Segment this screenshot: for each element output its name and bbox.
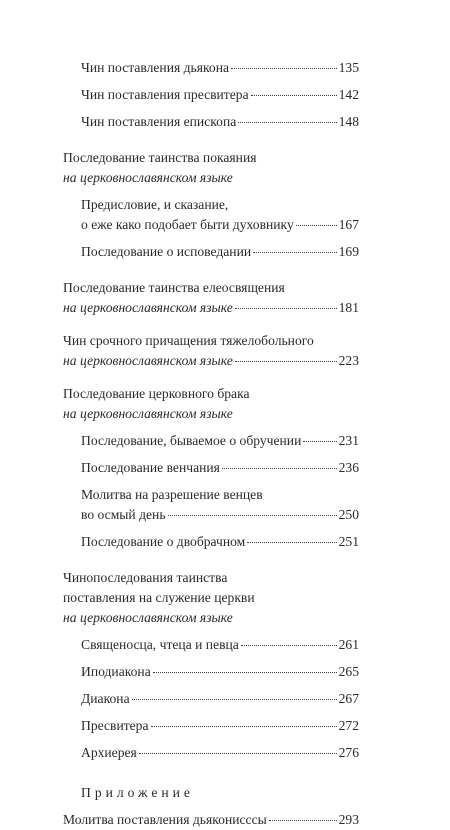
toc-entry-text: Иподиакона [81, 664, 151, 679]
toc-section [63, 331, 359, 371]
dot-leader [168, 514, 337, 516]
dot-leader [153, 671, 337, 673]
toc-entry-text: Молитва поставления дьяконисссы [63, 812, 267, 827]
toc-page-number: 167 [338, 217, 359, 232]
toc-entry [63, 195, 359, 235]
dot-leader [139, 752, 337, 754]
dot-leader [247, 541, 336, 543]
toc-section-subtitle: на церковнославянском языке [63, 610, 233, 625]
toc-entry [63, 662, 359, 682]
toc-page-number: 265 [338, 664, 359, 679]
dot-leader [235, 307, 337, 309]
toc-entry-text: Последование, бываемое о обручении [81, 433, 302, 448]
toc-entry [63, 431, 359, 451]
toc-page-number: 251 [338, 534, 359, 549]
toc-section [63, 568, 359, 628]
toc-section-subtitle: на церковнославянском языке [63, 353, 233, 368]
dot-leader [222, 467, 337, 469]
dot-leader [132, 698, 337, 700]
dot-leader [253, 251, 336, 253]
toc-entry [63, 242, 359, 262]
toc-section-title-line2: поставления на служение церкви [63, 590, 255, 605]
toc-entry-text: о еже како подобает быти духовнику [81, 217, 294, 232]
toc-entry-text: во осмый день [81, 507, 166, 522]
dot-leader [238, 121, 336, 123]
toc-entry-text: Чин поставления пресвитера [81, 87, 249, 102]
toc-entry-text: Священосца, чтеца и певца [81, 637, 239, 652]
dot-leader [296, 224, 337, 226]
dot-leader [235, 360, 337, 362]
toc-entry-text-line1: Молитва на разрешение венцев [81, 487, 263, 502]
toc-entry-text: Последование о исповедании [81, 244, 252, 259]
toc-entry-text-line1: Предисловие, и сказание, [81, 197, 229, 212]
toc-entry [63, 716, 359, 736]
table-of-contents [63, 58, 359, 830]
toc-entry [63, 85, 359, 105]
toc-entry [63, 458, 359, 478]
toc-entry-text: Пресвитера [81, 718, 149, 733]
toc-entry [63, 112, 359, 132]
toc-entry [63, 532, 359, 552]
toc-entry [63, 689, 359, 709]
toc-page-number: 261 [338, 637, 359, 652]
toc-page-number: 231 [338, 433, 359, 448]
toc-section-subtitle: на церковнославянском языке [63, 170, 233, 185]
dot-leader [251, 94, 337, 96]
toc-entry-text: Последование венчания [81, 460, 220, 475]
toc-entry [63, 810, 359, 830]
toc-section-title: Чин срочного причащения тяжелобольного [63, 333, 314, 348]
toc-page-number: 135 [338, 60, 359, 75]
toc-page-number: 236 [338, 460, 359, 475]
toc-section-title: Последование таинства покаяния [63, 150, 257, 165]
toc-entry-text: Чин поставления епископа [81, 114, 237, 129]
appendix-heading: Приложение [81, 785, 194, 800]
dot-leader [303, 440, 336, 442]
toc-section-title: Чинопоследования таинства [63, 570, 228, 585]
dot-leader [241, 644, 337, 646]
toc-entry-text: Архиерея [81, 745, 137, 760]
toc-entry [63, 485, 359, 525]
toc-section-title: Последование церковного брака [63, 386, 250, 401]
toc-page-number: 223 [338, 353, 359, 368]
toc-page-number: 181 [338, 300, 359, 315]
toc-entry-text: Чин поставления дьякона [81, 60, 230, 75]
toc-entry [63, 58, 359, 78]
toc-entry [63, 635, 359, 655]
toc-page-number: 142 [338, 87, 359, 102]
toc-section-subtitle: на церковнославянском языке [63, 300, 233, 315]
dot-leader [269, 819, 337, 821]
toc-page-number: 267 [338, 691, 359, 706]
toc-page-number: 250 [338, 507, 359, 522]
toc-page-number: 169 [338, 244, 359, 259]
toc-entry-text: Последование о двобрачном [81, 534, 246, 549]
toc-section [63, 278, 359, 318]
toc-section [63, 148, 359, 188]
toc-page-number: 148 [338, 114, 359, 129]
toc-entry [63, 743, 359, 763]
toc-page-number: 276 [338, 745, 359, 760]
toc-entry-text: Диакона [81, 691, 130, 706]
toc-page-number: 293 [338, 812, 359, 827]
toc-section [63, 384, 359, 424]
dot-leader [151, 725, 337, 727]
toc-section-subtitle: на церковнославянском языке [63, 406, 233, 421]
toc-page-number: 272 [338, 718, 359, 733]
toc-section-title: Последование таинства елеосвящения [63, 280, 285, 295]
dot-leader [231, 67, 337, 69]
